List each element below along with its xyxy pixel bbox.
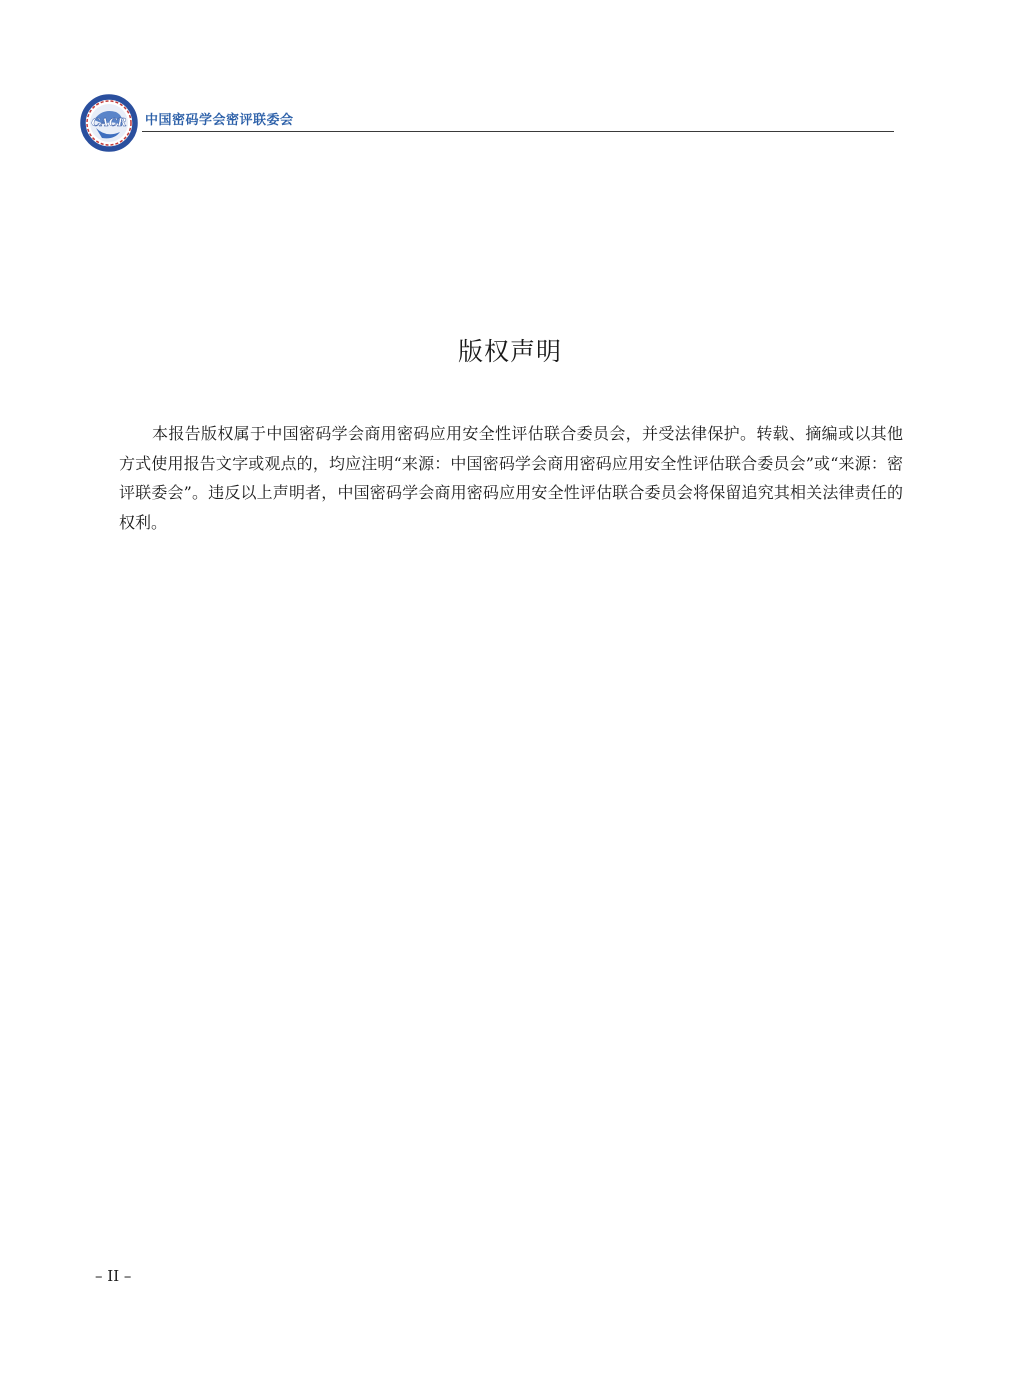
header-divider [142,131,894,132]
copyright-statement: 本报告版权属于中国密码学会商用密码应用安全性评估联合委员会，并受法律保护。转载、摘编或以其他方式使用报告文字或观点的，均应注明“来源：中国密码学会商用密码应用安全性评估联合委员会”或“来源：密评联委会”。违反以上声明者，中国密码学会商用密码应用安全性评估联合委员会将保留追究其相关法律责任的权利。 [119,424,903,532]
page-header [80,94,894,154]
cacr-logo-icon [80,94,138,152]
header-title: 中国密码学会密评联委会 [145,113,294,128]
logo-text: CACR [91,116,127,129]
page-title: 版权声明 [457,337,562,366]
page-number: – II – [95,1267,132,1285]
